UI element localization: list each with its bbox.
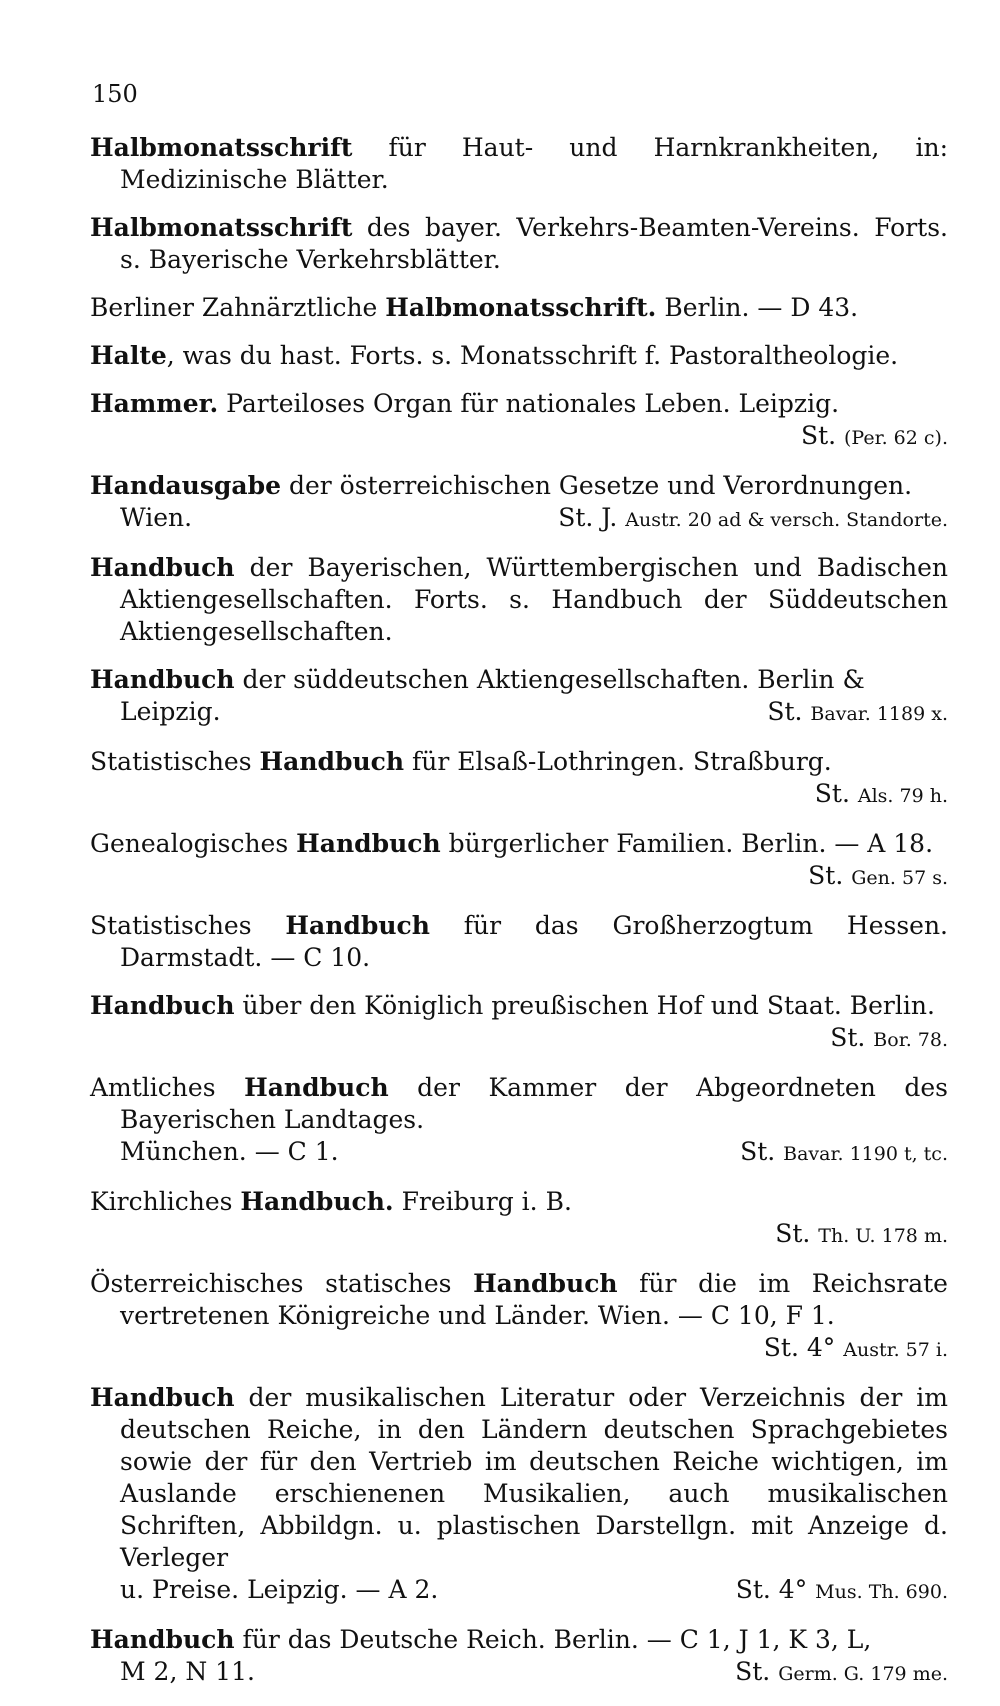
shelf-mark [558, 502, 948, 536]
shelf-mark [767, 696, 948, 730]
entry-text: für die im Reichsrate vertretenen Königreiche und Länder. Wien. — C 10, F 1. [120, 1269, 948, 1330]
shelf-mark-prefix: St. J. [558, 503, 618, 532]
shelf-mark-detail: Th. U. 178 m. [818, 1225, 948, 1247]
entry-last-line [120, 1136, 948, 1170]
entry-prefix: Statistisches [90, 911, 286, 940]
index-entry [90, 1382, 948, 1608]
shelf-mark-detail: Bavar. 1189 x. [810, 703, 948, 725]
entry-last-line [120, 1574, 948, 1608]
index-entry [90, 664, 948, 730]
shelf-mark-detail: (Per. 62 c). [844, 427, 948, 449]
entry-location: u. Preise. Leipzig. — A 2. [120, 1575, 439, 1604]
shelf-mark-prefix: St. 4° [735, 1575, 808, 1604]
entry-prefix: Amtliches [90, 1073, 245, 1102]
entry-last-line [120, 420, 948, 454]
shelf-mark [764, 1332, 948, 1366]
entry-text: der österreichischen Gesetze und Verordnungen. [281, 471, 913, 500]
entry-last-line [120, 860, 948, 894]
shelf-mark-detail: Germ. G. 179 me. [778, 1663, 948, 1685]
index-entry [90, 828, 948, 894]
index-entry [90, 388, 948, 454]
index-entry [90, 1072, 948, 1170]
entry-keyword: Halte [90, 341, 167, 370]
entry-text: Parteiloses Organ für nationales Leben. Leipzig. [218, 389, 840, 418]
entry-text: Berlin. — D 43. [656, 293, 859, 322]
entry-keyword: Halbmonatsschrift [90, 213, 353, 242]
index-entry [90, 340, 948, 372]
index-entry [90, 132, 948, 196]
entry-keyword: Handausgabe [90, 471, 281, 500]
entry-text: für Haut- und Harnkrankheiten, in: Medizinische Blätter. [120, 133, 948, 194]
entry-text: des bayer. Verkehrs-Beamten-Vereins. Forts. s. Bayerische Verkehrsblätter. [120, 213, 948, 274]
entry-last-line [120, 1332, 948, 1366]
entry-text: der musikalischen Literatur oder Verzeichnis der im deutschen Reiche, in den Ländern deutschen Sprachgebietes sowie der für den Vertrieb im deutschen Reiche wichtigen, im Auslande erschienenen Musikalien, auch musikalischen Schriften, Abbildgn. u. plastischen Darstellgn. mit Anzeige d. Verleger [120, 1383, 948, 1572]
shelf-mark-detail: Austr. 20 ad & versch. Standorte. [625, 509, 948, 531]
entry-location: München. — C 1. [120, 1137, 339, 1166]
entry-text: , was du hast. Forts. s. Monatsschrift f. Pastoraltheologie. [166, 341, 899, 370]
shelf-mark [740, 1136, 948, 1170]
entry-prefix: Österreichisches statisches [90, 1269, 474, 1298]
entry-keyword: Handbuch [90, 1625, 235, 1654]
index-entry [90, 212, 948, 276]
shelf-mark-detail: Als. 79 h. [857, 785, 948, 807]
index-entry [90, 470, 948, 536]
shelf-mark [775, 1218, 948, 1252]
shelf-mark-prefix: St. [740, 1137, 776, 1166]
entry-prefix: Statistisches [90, 747, 260, 776]
shelf-mark-prefix: St. [735, 1657, 771, 1686]
shelf-mark-detail: Mus. Th. 690. [815, 1581, 948, 1603]
shelf-mark [815, 778, 948, 812]
shelf-mark [801, 420, 948, 454]
entry-text: für das Deutsche Reich. Berlin. — C 1, J 1, K 3, L, [234, 1625, 872, 1654]
shelf-mark [735, 1656, 948, 1690]
shelf-mark [736, 1574, 948, 1608]
shelf-mark-prefix: St. [814, 779, 850, 808]
shelf-mark-prefix: St. [808, 861, 844, 890]
entry-location: Leipzig. [120, 697, 221, 726]
shelf-mark-prefix: St. [830, 1023, 866, 1052]
entry-keyword: Handbuch. [240, 1187, 394, 1216]
entry-last-line [120, 1022, 948, 1056]
index-entries [90, 132, 948, 1706]
entry-location: M 2, N 11. [120, 1657, 255, 1686]
entry-prefix: Genealogisches [90, 829, 297, 858]
index-entry [90, 990, 948, 1056]
entry-text: der Kammer der Abgeordneten des Bayerischen Landtages. [120, 1073, 948, 1134]
entry-last-line [120, 778, 948, 812]
entry-keyword: Handbuch [90, 1383, 235, 1412]
entry-keyword: Hammer. [90, 389, 219, 418]
index-entry [90, 1624, 948, 1690]
shelf-mark [808, 860, 948, 894]
entry-keyword: Handbuch [90, 665, 235, 694]
entry-location: Wien. [120, 503, 193, 532]
entry-text: der süddeutschen Aktiengesellschaften. Berlin & [234, 665, 865, 694]
entry-keyword: Handbuch [90, 991, 235, 1020]
entry-prefix: Kirchliches [90, 1187, 241, 1216]
entry-keyword: Handbuch [296, 829, 441, 858]
index-entry [90, 746, 948, 812]
index-entry [90, 1268, 948, 1366]
entry-text: für das Großherzogtum Hessen. Darmstadt. — C 10. [120, 911, 948, 972]
shelf-mark-prefix: St. [775, 1219, 811, 1248]
index-entry [90, 910, 948, 974]
entry-last-line [120, 1656, 948, 1690]
entry-keyword: Halbmonatsschrift. [385, 293, 657, 322]
entry-keyword: Handbuch [285, 911, 430, 940]
page-number: 150 [92, 80, 138, 108]
shelf-mark-prefix: St. [767, 697, 803, 726]
shelf-mark-detail: Bavar. 1190 t, tc. [783, 1143, 948, 1165]
shelf-mark-detail: Bor. 78. [873, 1029, 948, 1051]
entry-text: für Elsaß-Lothringen. Straßburg. [404, 747, 832, 776]
shelf-mark-detail: Gen. 57 s. [851, 867, 948, 889]
index-entry [90, 292, 948, 324]
entry-prefix: Berliner Zahnärztliche [90, 293, 386, 322]
entry-last-line [120, 1218, 948, 1252]
shelf-mark-prefix: St. 4° [763, 1333, 836, 1362]
entry-last-line [120, 696, 948, 730]
entry-text: Freiburg i. B. [393, 1187, 572, 1216]
shelf-mark-prefix: St. [800, 421, 837, 450]
entry-text: über den Königlich preußischen Hof und Staat. Berlin. [234, 991, 935, 1020]
shelf-mark-detail: Austr. 57 i. [843, 1339, 948, 1361]
entry-keyword: Handbuch [90, 553, 235, 582]
shelf-mark [830, 1022, 948, 1056]
entry-last-line [120, 502, 948, 536]
entry-keyword: Halbmonatsschrift [90, 133, 353, 162]
entry-keyword: Handbuch [259, 747, 405, 776]
entry-text: der Bayerischen, Württembergischen und Badischen Aktiengesellschaften. Forts. s. Handbuch der Süddeutschen Aktiengesellschaften. [120, 553, 948, 646]
index-entry [90, 552, 948, 648]
entry-text: bürgerlicher Familien. Berlin. — A 18. [440, 829, 934, 858]
entry-keyword: Handbuch [473, 1269, 618, 1298]
index-entry [90, 1186, 948, 1252]
entry-keyword: Handbuch [244, 1073, 389, 1102]
